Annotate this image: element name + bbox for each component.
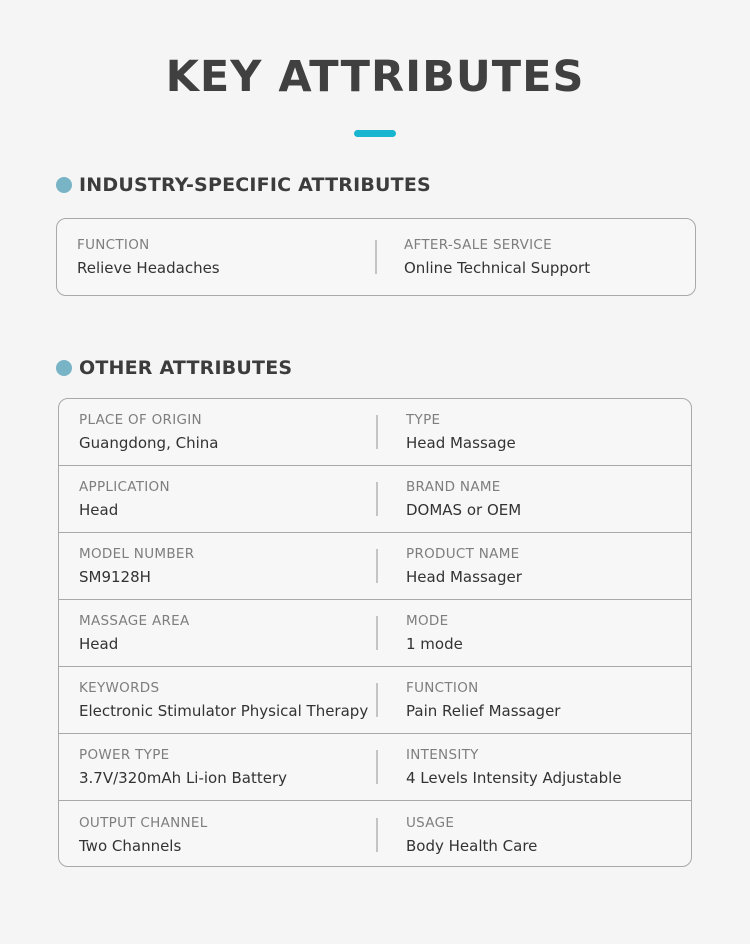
attribute-cell-right (406, 533, 522, 599)
attribute-cell-left (79, 533, 194, 599)
attribute-value: Online Technical Support (404, 259, 591, 277)
attribute-value: Pain Relief Massager (406, 702, 561, 720)
attribute-label: APPLICATION (79, 479, 170, 495)
attribute-value: DOMAS or OEM (406, 501, 522, 519)
attribute-label: FUNCTION (406, 680, 479, 696)
industry-section-header (56, 174, 431, 196)
page-title: KEY ATTRIBUTES (165, 52, 585, 102)
attribute-cell-right (406, 399, 516, 465)
attribute-cell-right (406, 734, 622, 800)
attribute-value: 4 Levels Intensity Adjustable (406, 769, 622, 787)
other-attributes-table (58, 398, 692, 867)
attribute-cell-right (406, 466, 521, 532)
other-section-header (56, 357, 292, 379)
attribute-cell-left (79, 399, 218, 465)
attribute-label: KEYWORDS (79, 680, 160, 696)
attribute-cell-right (406, 801, 537, 867)
attribute-cell-right (406, 600, 463, 666)
attribute-row (59, 600, 691, 667)
attribute-cell-left (79, 734, 287, 800)
attribute-cell-right (406, 667, 560, 733)
attribute-cell-left (79, 600, 190, 666)
column-divider (375, 240, 377, 274)
title-accent-bar (354, 130, 396, 137)
attribute-row (59, 533, 691, 600)
attribute-value: Two Channels (79, 836, 182, 855)
attribute-label: TYPE (406, 412, 441, 428)
bullet-dot-icon (56, 177, 72, 193)
attribute-row (59, 399, 691, 466)
attribute-value: Head Massage (406, 434, 516, 452)
attribute-cell-left (77, 219, 220, 295)
attribute-row (57, 219, 695, 295)
attribute-label: PLACE OF ORIGIN (79, 412, 202, 428)
attribute-label: INTENSITY (406, 747, 479, 763)
column-divider (376, 683, 378, 717)
attribute-label: POWER TYPE (79, 747, 170, 763)
attribute-row (59, 667, 691, 734)
column-divider (376, 482, 378, 516)
attribute-cell-left (79, 466, 170, 532)
attribute-value: Head (79, 635, 119, 653)
attribute-value: Guangdong, China (79, 434, 219, 452)
attribute-label: USAGE (406, 814, 455, 831)
attribute-row (59, 734, 691, 801)
attribute-label: BRAND NAME (406, 479, 501, 495)
attribute-label: OUTPUT CHANNEL (79, 814, 208, 831)
attribute-value: Head (79, 501, 119, 519)
industry-section-title: INDUSTRY-SPECIFIC ATTRIBUTES (79, 174, 431, 196)
attribute-cell-left (79, 801, 208, 867)
attribute-value: Head Massager (406, 568, 522, 586)
attribute-value: 3.7V/320mAh Li-ion Battery (79, 769, 288, 787)
column-divider (376, 818, 378, 852)
column-divider (376, 549, 378, 583)
column-divider (376, 415, 378, 449)
industry-attributes-table (56, 218, 696, 296)
bullet-dot-icon (56, 360, 72, 376)
attribute-label: AFTER-SALE SERVICE (404, 237, 552, 253)
attribute-value: Relieve Headaches (77, 259, 220, 277)
attribute-value: Body Health Care (406, 836, 538, 855)
attribute-label: MASSAGE AREA (79, 613, 190, 629)
attribute-label: MODEL NUMBER (79, 546, 195, 562)
attribute-label: FUNCTION (77, 237, 150, 253)
other-section-title: OTHER ATTRIBUTES (79, 357, 293, 379)
attribute-cell-left (79, 667, 368, 733)
attribute-label: MODE (406, 613, 449, 629)
attribute-value: 1 mode (406, 635, 463, 653)
attribute-row (59, 801, 691, 867)
attribute-value: Electronic Stimulator Physical Therapy (79, 702, 369, 720)
column-divider (376, 616, 378, 650)
attribute-row (59, 466, 691, 533)
column-divider (376, 750, 378, 784)
attribute-label: PRODUCT NAME (406, 546, 520, 562)
attribute-value: SM9128H (79, 568, 151, 586)
attribute-cell-right (404, 219, 590, 295)
